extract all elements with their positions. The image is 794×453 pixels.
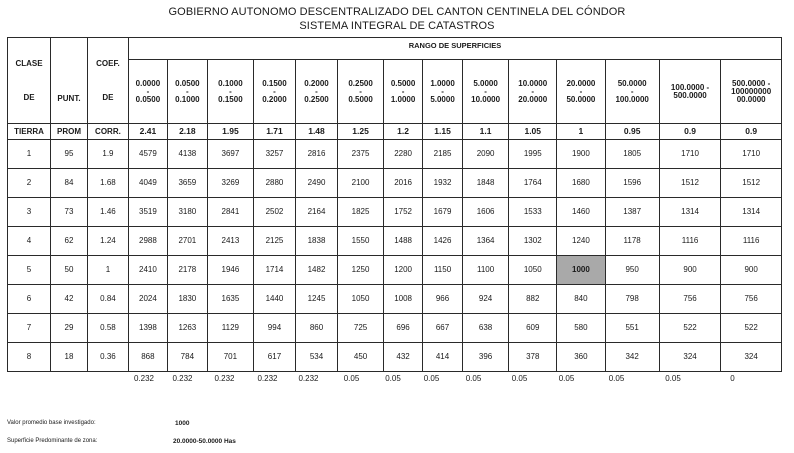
range-header-cell: [338, 60, 384, 124]
value-cell: 882: [509, 285, 557, 314]
range-header-cell: [295, 60, 337, 124]
value-cell: 1050: [509, 256, 557, 285]
value-cell: 924: [463, 285, 509, 314]
value-cell: 950: [605, 256, 659, 285]
value-cell: 324: [659, 343, 721, 372]
value-cell: 2988: [128, 227, 167, 256]
bottom-value: 0.05: [423, 374, 440, 383]
value-cell: 2701: [167, 227, 207, 256]
range-to: 0.0500: [135, 94, 161, 104]
value-cell: 534: [295, 343, 337, 372]
factor-cell: 1.1: [463, 124, 509, 140]
range-header-cell: [509, 60, 557, 124]
value-cell: 1302: [509, 227, 557, 256]
value-cell: 2841: [207, 198, 253, 227]
bottom-value: 0.05: [665, 374, 681, 383]
value-cell: 2880: [253, 169, 295, 198]
range-from: 10.0000: [518, 78, 548, 88]
factor-cell: 2.41: [128, 124, 167, 140]
value-cell: 1825: [338, 198, 384, 227]
bottom-values-row: [7, 374, 782, 386]
value-cell: 860: [295, 314, 337, 343]
coef-cell: 0.84: [87, 285, 128, 314]
range-header-cell: [253, 60, 295, 124]
value-cell: 696: [384, 314, 423, 343]
clase-cell: 5: [8, 256, 51, 285]
value-cell: 1752: [384, 198, 423, 227]
value-cell: 1250: [338, 256, 384, 285]
base-value: 1000: [175, 420, 190, 427]
value-cell: 324: [721, 343, 782, 372]
value-cell: 1830: [167, 285, 207, 314]
value-cell: 1488: [384, 227, 423, 256]
table-row: [8, 343, 782, 372]
factor-row: [8, 124, 782, 140]
value-cell: 2816: [295, 140, 337, 169]
value-cell: 2375: [338, 140, 384, 169]
value-cell: 609: [509, 314, 557, 343]
prom-header: PROM: [51, 124, 88, 140]
bottom-value: 0.05: [385, 374, 401, 383]
clase-cell: 4: [8, 227, 51, 256]
factor-cell: 1.48: [295, 124, 337, 140]
factor-cell: 1.05: [509, 124, 557, 140]
factor-cell: 1.71: [253, 124, 295, 140]
document-title: GOBIERNO AUTONOMO DESCENTRALIZADO DEL CANTON CENTINELA DEL CÓNDOR: [168, 6, 626, 18]
range-to: 0.1000: [175, 94, 200, 104]
coef-cell: 1.24: [87, 227, 128, 256]
coef-cell: 1.68: [87, 169, 128, 198]
range-dash: -: [359, 86, 362, 96]
value-cell: 360: [557, 343, 605, 372]
value-cell: 1364: [463, 227, 509, 256]
range-from: 0.2500: [348, 78, 373, 88]
value-cell: 4049: [128, 169, 167, 198]
zone-label: Superficie Predominante de zona:: [7, 438, 98, 444]
value-cell: 1550: [338, 227, 384, 256]
range-header-cell: [605, 60, 659, 124]
bottom-value: 0: [730, 374, 735, 383]
table-row: [8, 285, 782, 314]
factor-cell: 1.25: [338, 124, 384, 140]
value-cell: 2185: [423, 140, 463, 169]
range-header-cell: [207, 60, 253, 124]
value-cell: 2125: [253, 227, 295, 256]
clase-cell: 1: [8, 140, 51, 169]
value-cell: 1596: [605, 169, 659, 198]
factor-cell: 1: [557, 124, 605, 140]
value-cell: 2490: [295, 169, 337, 198]
value-cell: 3697: [207, 140, 253, 169]
value-cell: 701: [207, 343, 253, 372]
coef-header: COEF. DE: [87, 38, 128, 124]
value-cell: 2410: [128, 256, 167, 285]
tierra-header: TIERRA: [8, 124, 51, 140]
bottom-value: 0.232: [257, 374, 278, 383]
value-cell: 638: [463, 314, 509, 343]
value-cell: 966: [423, 285, 463, 314]
value-cell: 342: [605, 343, 659, 372]
table-row: [8, 198, 782, 227]
factor-cell: 2.18: [167, 124, 207, 140]
clase-header: CLASE DE: [8, 38, 51, 124]
value-cell: 2164: [295, 198, 337, 227]
land-value-table: [7, 37, 782, 372]
range-header-cell: [128, 60, 167, 124]
value-cell: 1533: [509, 198, 557, 227]
value-cell: 1512: [659, 169, 721, 198]
value-cell: 1848: [463, 169, 509, 198]
value-cell: 1008: [384, 285, 423, 314]
range-to: 50.0000: [566, 94, 596, 104]
range-dash: -: [273, 86, 276, 96]
corr-header: CORR.: [87, 124, 128, 140]
value-cell: 4579: [128, 140, 167, 169]
value-cell: 396: [463, 343, 509, 372]
punt-cell: 50: [51, 256, 88, 285]
punt-cell: 29: [51, 314, 88, 343]
value-cell: 1387: [605, 198, 659, 227]
range-dash: -: [186, 86, 189, 96]
value-cell: 1116: [721, 227, 782, 256]
coef-cell: 1: [87, 256, 128, 285]
range-header-cell: [659, 60, 721, 124]
header-row: [8, 38, 782, 60]
value-cell: 3519: [128, 198, 167, 227]
table-row: [8, 314, 782, 343]
range-dash: -: [579, 86, 583, 96]
value-cell: 1240: [557, 227, 605, 256]
range-from: 20.0000: [566, 78, 596, 88]
value-cell: 1710: [659, 140, 721, 169]
range-dash: -: [401, 86, 405, 96]
punt-cell: 84: [51, 169, 88, 198]
factor-cell: 0.9: [721, 124, 782, 140]
factor-cell: 1.2: [384, 124, 423, 140]
value-cell: 840: [557, 285, 605, 314]
range-from: 5.0000: [473, 78, 498, 88]
value-cell: 522: [721, 314, 782, 343]
value-cell: 2090: [463, 140, 509, 169]
value-cell: 1116: [659, 227, 721, 256]
value-cell: 2413: [207, 227, 253, 256]
range-dash: -: [441, 86, 444, 96]
range-to: 5.0000: [430, 94, 455, 104]
value-cell: 1995: [509, 140, 557, 169]
punt-header: PUNT.: [51, 38, 88, 124]
table-row: [8, 169, 782, 198]
range-to: 0.2000: [262, 94, 287, 104]
value-cell: 3269: [207, 169, 253, 198]
factor-cell: 0.9: [659, 124, 721, 140]
value-cell: 1314: [721, 198, 782, 227]
value-cell: 1245: [295, 285, 337, 314]
punt-cell: 73: [51, 198, 88, 227]
clase-cell: 7: [8, 314, 51, 343]
punt-cell: 95: [51, 140, 88, 169]
bottom-value: 0.05: [558, 374, 575, 383]
base-value-label: Valor promedio base investigado:: [7, 420, 96, 426]
coef-cell: 1.46: [87, 198, 128, 227]
value-cell: 414: [423, 343, 463, 372]
range-to: 20.0000: [518, 94, 548, 104]
table-row: [8, 140, 782, 169]
highlighted-value-cell: 1000: [557, 256, 605, 285]
value-cell: 756: [659, 285, 721, 314]
bottom-value: 0.232: [214, 374, 235, 383]
value-cell: 1805: [605, 140, 659, 169]
range-dash: -: [630, 86, 634, 96]
value-cell: 3180: [167, 198, 207, 227]
coef-cell: 1.9: [87, 140, 128, 169]
range-dash: -: [531, 86, 535, 96]
punt-cell: 62: [51, 227, 88, 256]
factor-cell: 0.95: [605, 124, 659, 140]
value-cell: 1460: [557, 198, 605, 227]
value-cell: 1426: [423, 227, 463, 256]
value-cell: 1100: [463, 256, 509, 285]
value-cell: 1710: [721, 140, 782, 169]
bottom-value: 0.05: [511, 374, 528, 383]
bottom-value: 0.232: [172, 374, 193, 383]
range-header-cell: [721, 60, 782, 124]
range-from: 100.0000 -: [670, 82, 710, 92]
range-header-cell: [557, 60, 605, 124]
value-cell: 900: [721, 256, 782, 285]
range-from: 0.0000: [135, 78, 161, 88]
value-cell: 522: [659, 314, 721, 343]
value-cell: 3257: [253, 140, 295, 169]
value-cell: 798: [605, 285, 659, 314]
range-from: 50.0000: [617, 78, 647, 88]
range-from: 0.2000: [304, 78, 329, 88]
value-cell: 1150: [423, 256, 463, 285]
range-header-cell: [463, 60, 509, 124]
value-cell: 2280: [384, 140, 423, 169]
value-cell: 1512: [721, 169, 782, 198]
value-cell: 2100: [338, 169, 384, 198]
clase-cell: 2: [8, 169, 51, 198]
value-cell: 1263: [167, 314, 207, 343]
value-cell: 1932: [423, 169, 463, 198]
bottom-value: 0.05: [465, 374, 482, 383]
value-cell: 1482: [295, 256, 337, 285]
value-cell: 1900: [557, 140, 605, 169]
value-cell: 994: [253, 314, 295, 343]
value-cell: 1178: [605, 227, 659, 256]
punt-cell: 18: [51, 343, 88, 372]
range-dash: -: [315, 86, 318, 96]
value-cell: 3659: [167, 169, 207, 198]
clase-cell: 3: [8, 198, 51, 227]
range-dash: 100000000: [731, 86, 772, 96]
value-cell: 450: [338, 343, 384, 372]
value-cell: 617: [253, 343, 295, 372]
bottom-value: 0.05: [343, 374, 360, 383]
value-cell: 580: [557, 314, 605, 343]
range-to: 0.1500: [218, 94, 243, 104]
range-from: 0.1000: [218, 78, 243, 88]
bottom-value: 0.232: [133, 374, 155, 383]
range-header-cell: [384, 60, 423, 124]
range-to: 500.0000: [673, 90, 707, 100]
value-cell: 1314: [659, 198, 721, 227]
range-to: 100.0000: [615, 94, 649, 104]
factor-cell: 1.95: [207, 124, 253, 140]
bottom-value: 0.232: [298, 374, 319, 383]
value-cell: 4138: [167, 140, 207, 169]
range-from: 1.0000: [430, 78, 455, 88]
value-cell: 900: [659, 256, 721, 285]
value-cell: 2178: [167, 256, 207, 285]
range-from: 500.0000 -: [732, 78, 771, 88]
value-cell: 725: [338, 314, 384, 343]
table-row: [8, 227, 782, 256]
clase-cell: 6: [8, 285, 51, 314]
range-to: 0.5000: [348, 94, 373, 104]
document-subtitle: SISTEMA INTEGRAL DE CATASTROS: [299, 20, 495, 32]
range-dash: -: [484, 86, 487, 96]
value-cell: 378: [509, 343, 557, 372]
range-from: 0.1500: [262, 78, 287, 88]
value-cell: 1050: [338, 285, 384, 314]
range-from: 0.5000: [390, 78, 416, 88]
range-to: 1.0000: [390, 94, 416, 104]
value-cell: 667: [423, 314, 463, 343]
zone-value: 20.0000-50.0000 Has: [173, 438, 236, 445]
value-cell: 2024: [128, 285, 167, 314]
bottom-value: 0.05: [608, 374, 625, 383]
value-cell: 1838: [295, 227, 337, 256]
value-cell: 1200: [384, 256, 423, 285]
range-header-cell: [423, 60, 463, 124]
range-to: 0.2500: [304, 94, 329, 104]
value-cell: 1714: [253, 256, 295, 285]
value-cell: 1606: [463, 198, 509, 227]
value-cell: 2016: [384, 169, 423, 198]
rango-header: RANGO DE SUPERFICIES: [128, 38, 781, 60]
value-cell: 1398: [128, 314, 167, 343]
value-cell: 784: [167, 343, 207, 372]
range-dash: -: [146, 86, 150, 96]
range-from: 0.0500: [175, 78, 200, 88]
value-cell: 1679: [423, 198, 463, 227]
coef-cell: 0.58: [87, 314, 128, 343]
value-cell: 1440: [253, 285, 295, 314]
value-cell: 756: [721, 285, 782, 314]
value-cell: 868: [128, 343, 167, 372]
punt-cell: 42: [51, 285, 88, 314]
value-cell: 551: [605, 314, 659, 343]
range-to: 00.0000: [736, 94, 766, 104]
value-cell: 1946: [207, 256, 253, 285]
value-cell: 1764: [509, 169, 557, 198]
range-dash: -: [229, 86, 232, 96]
clase-cell: 8: [8, 343, 51, 372]
value-cell: 1129: [207, 314, 253, 343]
value-cell: 2502: [253, 198, 295, 227]
value-cell: 1680: [557, 169, 605, 198]
range-to: 10.0000: [471, 94, 501, 104]
table-row: [8, 256, 782, 285]
coef-cell: 0.36: [87, 343, 128, 372]
factor-cell: 1.15: [423, 124, 463, 140]
value-cell: 1635: [207, 285, 253, 314]
range-header-cell: [167, 60, 207, 124]
value-cell: 432: [384, 343, 423, 372]
